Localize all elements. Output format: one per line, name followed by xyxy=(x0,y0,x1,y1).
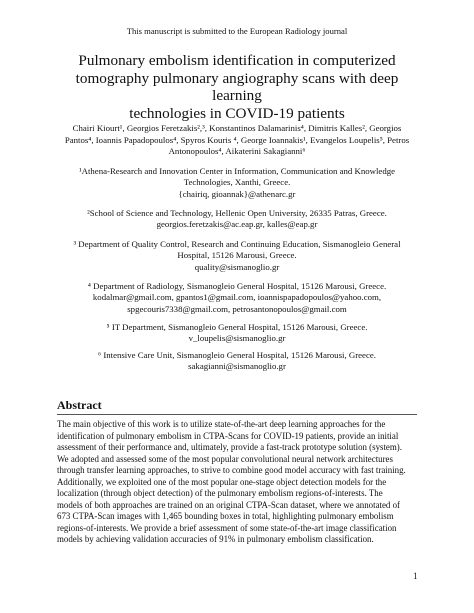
affiliation-line: {chairiq, gioannak}@athenarc.gr xyxy=(178,188,296,199)
affiliation-line: spgecouris7338@gmail.com, petrosantonopoulos@gmail.com xyxy=(127,303,347,314)
abstract-line: models of both approaches are trained on an original CTPA-Scan dataset, where we annotated of xyxy=(57,499,400,510)
affiliation-line: kodalmar@gmail.com, gpantos1@gmail.com, ioannispapadopoulos@yahoo.com, xyxy=(92,292,382,303)
affiliation-line: Technologies, Xanthi, Greece. xyxy=(183,177,291,188)
abstract-line: 673 CTPA-Scan images with 1,465 bounding boxes in total, highlighting pulmonary embolism xyxy=(57,511,394,521)
title-line: tomography pulmonary angiography scans with deep learning xyxy=(75,69,399,104)
affiliation-line: sakagianni@sismanoglio.gr xyxy=(188,361,286,372)
affiliation-line: ¹Athena-Research and Innovation Center in Information, Communication and Knowledge xyxy=(78,166,396,176)
abstract-line: assessment of their performance and, ultimately, provide a fast-track prototype solution (system). xyxy=(57,442,402,452)
affiliation-3 xyxy=(62,239,412,273)
affiliation-line: v_loupelis@sismanoglio.gr xyxy=(188,333,286,344)
abstract-line: models by achieving validation accuracies of 91% in pulmonary embolism classification. xyxy=(57,534,374,544)
author-line: Pantos⁴, Ioannis Papadopoulos⁴, Spyros Kouris ⁴, George Ioannakis¹, Evangelos Loupelis⁵, Petros xyxy=(64,134,410,145)
affiliation-line: ⁵ IT Department, Sismanogleio General Hospital, 15126 Marousi, Greece. xyxy=(106,322,368,332)
abstract-divider xyxy=(57,414,417,415)
affiliation-line: ⁴ Department of Radiology, Sismanogleio General Hospital, 15126 Marousi, Greece. xyxy=(87,281,387,291)
affiliation-line: Hospital, 15126 Marousi, Greece. xyxy=(177,250,297,261)
abstract-line: regions-of-interests. We provide a brief assessment of some state-of-the-art image classification xyxy=(57,522,397,533)
affiliation-line: ³ Department of Quality Control, Research and Continuing Education, Sismanogleio General xyxy=(73,239,401,249)
abstract-line: The main objective of this work is to utilize state-of-the-art deep learning approaches for the xyxy=(57,419,386,429)
abstract-body xyxy=(57,419,417,546)
affiliation-line: ⁶ Intensive Care Unit, Sismanogleio General Hospital, 15126 Marousi, Greece. xyxy=(98,350,376,360)
paper-title xyxy=(60,52,414,122)
author-list xyxy=(64,123,410,158)
affiliation-2 xyxy=(70,208,404,231)
abstract-heading: Abstract xyxy=(57,398,102,412)
abstract-line: localization (through object detection) of the pulmonary embolism regions-of-interests. The xyxy=(57,488,383,498)
affiliation-line: quality@sismanoglio.gr xyxy=(194,261,280,272)
affiliation-1 xyxy=(70,166,404,200)
abstract-line: We adopted and assessed some of the most popular convolutional neural network architectures xyxy=(57,453,393,464)
journal-header-note: This manuscript is submitted to the European Radiology journal xyxy=(126,26,348,36)
title-line: Pulmonary embolism identification in computerized xyxy=(78,52,396,69)
affiliation-5 xyxy=(70,322,404,345)
affiliation-6 xyxy=(70,350,404,373)
abstract-line: identification of pulmonary embolism in CTPA-Scans for COVID-19 patients, provide an initial xyxy=(57,430,399,441)
affiliation-line: ²School of Science and Technology, Hellenic Open University, 26335 Patras, Greece. xyxy=(87,208,387,218)
affiliation-4 xyxy=(70,281,404,315)
page-number: 1 xyxy=(413,571,418,581)
abstract-line: Additionally, we exploited one of the most popular one-stage object detection models for the xyxy=(57,476,387,487)
author-line: Chairi Kiourt¹, Georgios Feretzakis²,³, Konstantinos Dalamarinis⁴, Dimitris Kalles², Georgios xyxy=(72,123,402,133)
abstract-line: through transfer learning approaches, to strive to combine good model accuracy with fast training. xyxy=(57,465,406,475)
author-line: Antonopoulos⁴, Aikaterini Sakagianni⁶ xyxy=(168,146,306,157)
affiliation-line: georgios.feretzakis@ac.eap.gr, kalles@eap.gr xyxy=(156,219,318,230)
title-line: technologies in COVID-19 patients xyxy=(129,104,345,122)
